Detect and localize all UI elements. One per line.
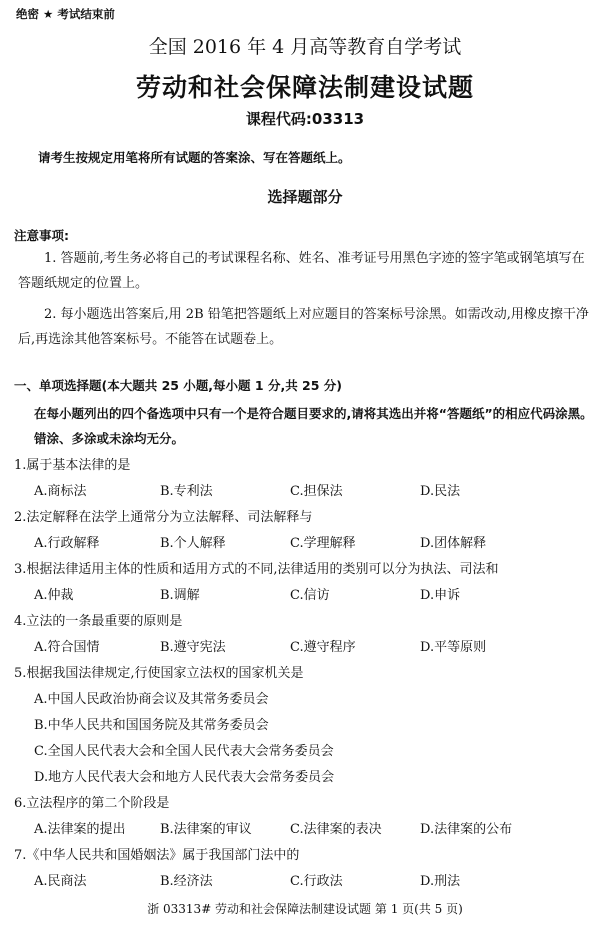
question-1-option-b: B.专利法 xyxy=(160,484,213,499)
question-1: 1.属于基本法律的是 xyxy=(14,458,131,473)
question-5-option-b: B.中华人民共和国国务院及其常务委员会 xyxy=(34,718,269,733)
question-7-option-a: A.民商法 xyxy=(34,874,87,889)
question-4-option-c: C.遵守程序 xyxy=(290,640,356,655)
question-7-option-c: C.行政法 xyxy=(290,874,343,889)
question-6-option-b: B.法律案的审议 xyxy=(160,822,252,837)
question-1-option-d: D.民法 xyxy=(420,484,461,499)
question-5-option-d: D.地方人民代表大会和地方人民代表大会常务委员会 xyxy=(34,770,335,785)
question-4-option-b: B.遵守宪法 xyxy=(160,640,226,655)
question-7-option-d: D.刑法 xyxy=(420,874,461,889)
section-description: 在每小题列出的四个备选项中只有一个是符合题目要求的,请将其选出并将“答题纸”的相应代码涂黑。错涂、多涂或未涂均无分。 xyxy=(34,406,593,446)
notice-item-2: 2. 每小题选出答案后,用 2B 铅笔把答题纸上对应题目的答案标号涂黑。如需改动,用橡皮擦干净后,再选涂其他答案标号。不能答在试题卷上。 xyxy=(18,307,589,347)
exam-title: 全国 2016 年 4 月高等教育自学考试 xyxy=(148,36,462,58)
question-1-option-c: C.担保法 xyxy=(290,484,343,499)
notice-item-1: 1. 答题前,考生务必将自己的考试课程名称、姓名、准考证号用黑色字迹的签字笔或钢笔填写在答题纸规定的位置上。 xyxy=(18,251,585,291)
question-2: 2.法定解释在法学上通常分为立法解释、司法解释与 xyxy=(14,510,313,525)
question-3: 3.根据法律适用主体的性质和适用方式的不同,法律适用的类别可以分为执法、司法和 xyxy=(14,562,499,577)
question-3-option-d: D.申诉 xyxy=(420,588,461,603)
question-5-option-c: C.全国人民代表大会和全国人民代表大会常务委员会 xyxy=(34,744,334,759)
question-3-option-c: C.信访 xyxy=(290,588,330,603)
paper-title: 劳动和社会保障法制建设试题 xyxy=(135,73,474,102)
question-7-option-b: B.经济法 xyxy=(160,874,213,889)
question-5: 5.根据我国法律规定,行使国家立法权的国家机关是 xyxy=(14,666,304,681)
question-4-option-d: D.平等原则 xyxy=(420,640,487,655)
question-2-option-c: C.学理解释 xyxy=(290,536,356,551)
question-3-option-a: A.仲裁 xyxy=(34,588,74,603)
question-6-option-d: D.法律案的公布 xyxy=(420,822,513,837)
question-2-option-a: A.行政解释 xyxy=(34,536,100,551)
question-3-option-b: B.调解 xyxy=(160,588,200,603)
question-6-option-a: A.法律案的提出 xyxy=(34,822,126,837)
section-heading: 一、单项选择题(本大题共 25 小题,每小题 1 分,共 25 分) xyxy=(14,378,343,393)
page-footer: 浙 03313# 劳动和社会保障法制建设试题 第 1 页(共 5 页) xyxy=(147,902,463,916)
question-2-option-d: D.团体解释 xyxy=(420,536,487,551)
question-4: 4.立法的一条最重要的原则是 xyxy=(14,614,183,629)
course-code: 课程代码:03313 xyxy=(245,110,365,128)
question-6-option-c: C.法律案的表决 xyxy=(290,822,382,837)
confidential-label: 绝密 ★ 考试结束前 xyxy=(16,7,115,21)
question-7: 7.《中华人民共和国婚姻法》属于我国部门法中的 xyxy=(14,848,300,863)
question-5-option-a: A.中国人民政治协商会议及其常务委员会 xyxy=(34,692,269,707)
answer-instruction: 请考生按规定用笔将所有试题的答案涂、写在答题纸上。 xyxy=(38,150,351,165)
question-4-option-a: A.符合国情 xyxy=(34,640,100,655)
part-title: 选择题部分 xyxy=(267,188,343,206)
question-2-option-b: B.个人解释 xyxy=(160,536,226,551)
notice-heading: 注意事项: xyxy=(14,228,69,243)
question-6: 6.立法程序的第二个阶段是 xyxy=(14,796,170,811)
question-1-option-a: A.商标法 xyxy=(34,484,87,499)
